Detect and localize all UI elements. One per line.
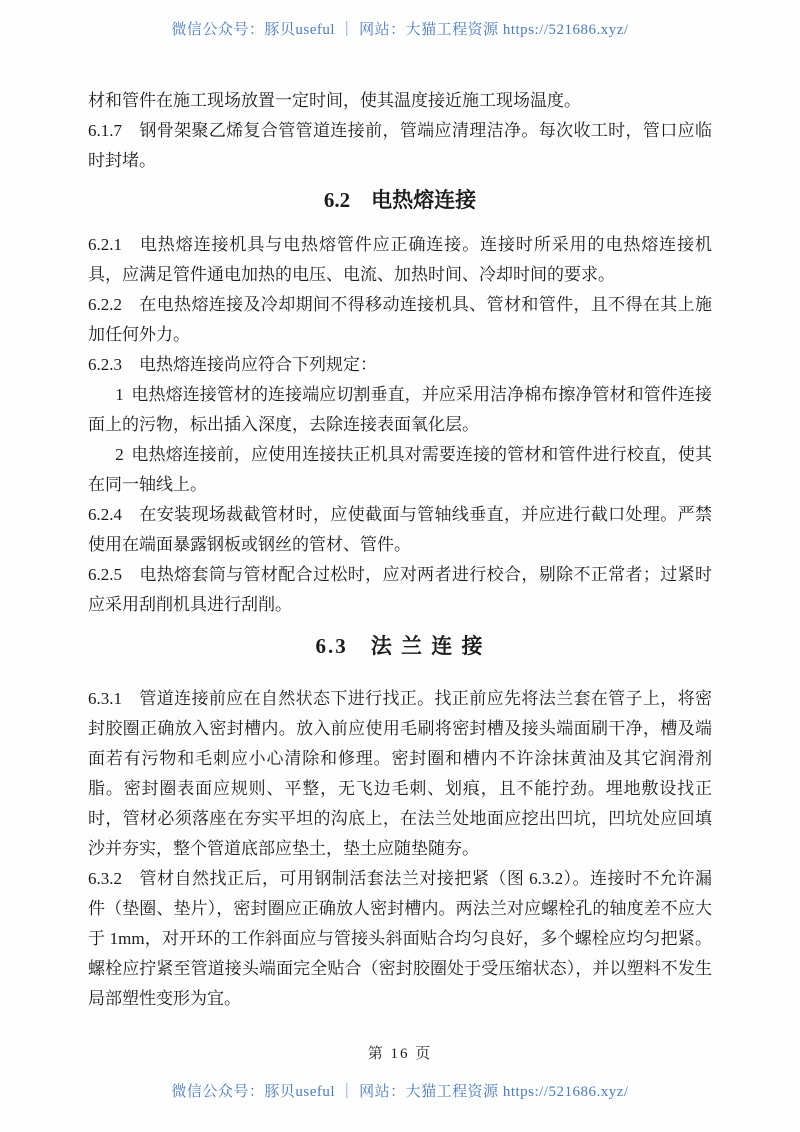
clause-text: 钢骨架聚乙烯复合管管道连接前，管端应清理洁净。每次收工时，管口应临时封堵。: [88, 121, 712, 170]
subitem-1: [88, 380, 712, 440]
clause-text: 电热熔套筒与管材配合过松时，应对两者进行校合，剔除不正常者；过紧时应采用刮削机具进行刮削。: [88, 565, 712, 614]
clause-6-2-1: [88, 230, 712, 290]
clause-number: 6.2.4: [88, 505, 122, 524]
subitem-2: [88, 440, 712, 500]
clause-6-1-7: [88, 116, 712, 176]
clause-text: 管材自然找正后，可用钢制活套法兰对接把紧（图 6.3.2）。连接时不允许漏件（垫圈、垫片），密封圈应正确放人密封槽内。两法兰对应螺栓孔的轴度差不应大于 1mm，对开环的工作斜面应与管接头斜面贴合均匀良好，多个螺栓应均匀把紧。螺栓应拧紧至管道接头端面完全贴合（密封胶圈处于受压缩状态），并以塑料不发生局部塑性变形为宜。: [88, 869, 712, 1008]
subitem-number: 1: [115, 385, 124, 404]
clause-number: 6.1.7: [88, 121, 122, 140]
clause-6-2-4: [88, 500, 712, 560]
clause-number: 6.2.2: [88, 295, 122, 314]
clause-text: 在电热熔连接及冷却期间不得移动连接机具、管材和管件，且不得在其上施加任何外力。: [88, 295, 712, 344]
watermark-header: 微信公众号：豚贝useful ｜ 网站：大猫工程资源 https://521686.xyz/: [171, 22, 629, 38]
clause-number: 6.3.1: [88, 689, 122, 708]
subitem-text: 电热熔连接管材的连接端应切割垂直，并应采用洁净棉布擦净管材和管件连接面上的污物，标出插入深度，去除连接表面氧化层。: [88, 385, 712, 434]
page-number: 第 16 页: [367, 1046, 433, 1062]
clause-6-3-1: [88, 684, 712, 864]
clause-6-3-2: [88, 864, 712, 1014]
clause-number: 6.2.5: [88, 565, 122, 584]
clause-number: 6.2.3: [88, 355, 122, 374]
clause-text: 电热熔连接机具与电热熔管件应正确连接。连接时所采用的电热熔连接机具，应满足管件通电加热的电压、电流、加热时间、冷却时间的要求。: [88, 235, 712, 284]
clause-number: 6.2.1: [88, 235, 122, 254]
document-content: [88, 86, 712, 1014]
clause-text: 在安装现场裁截管材时，应使截面与管轴线垂直，并应进行截口处理。严禁使用在端面暴露钢板或钢丝的管材、管件。: [88, 505, 712, 554]
clause-6-2-5: [88, 560, 712, 620]
paragraph-continuation: 材和管件在施工现场放置一定时间，使其温度接近施工现场温度。: [88, 91, 581, 110]
subitem-number: 2: [115, 445, 124, 464]
subitem-text: 电热熔连接前，应使用连接扶正机具对需要连接的管材和管件进行校直，使其在同一轴线上。: [88, 445, 712, 494]
section-heading-6-3: 6.3 法 兰 连 接: [315, 634, 485, 658]
section-heading-6-2: 6.2 电热熔连接: [323, 188, 477, 212]
clause-6-2-3: [88, 350, 712, 380]
watermark-footer: 微信公众号：豚贝useful ｜ 网站：大猫工程资源 https://521686.xyz/: [171, 1084, 629, 1100]
clause-text: 管道连接前应在自然状态下进行找正。找正前应先将法兰套在管子上，将密封胶圈正确放入密封槽内。放入前应使用毛刷将密封槽及接头端面刷干净，槽及端面若有污物和毛刺应小心清除和修理。密封圈和槽内不许涂抹黄油及其它润滑剂脂。密封圈表面应规则、平整，无飞边毛刺、划痕，且不能拧劲。埋地敷设找正时，管材必须落座在夯实平坦的沟底上，在法兰处地面应挖出凹坑，凹坑处应回填沙并夯实，整个管道底部应垫土，垫土应随垫随夯。: [88, 689, 712, 858]
clause-text: 电热熔连接尚应符合下列规定：: [139, 355, 377, 374]
clause-6-2-2: [88, 290, 712, 350]
clause-number: 6.3.2: [88, 869, 122, 888]
